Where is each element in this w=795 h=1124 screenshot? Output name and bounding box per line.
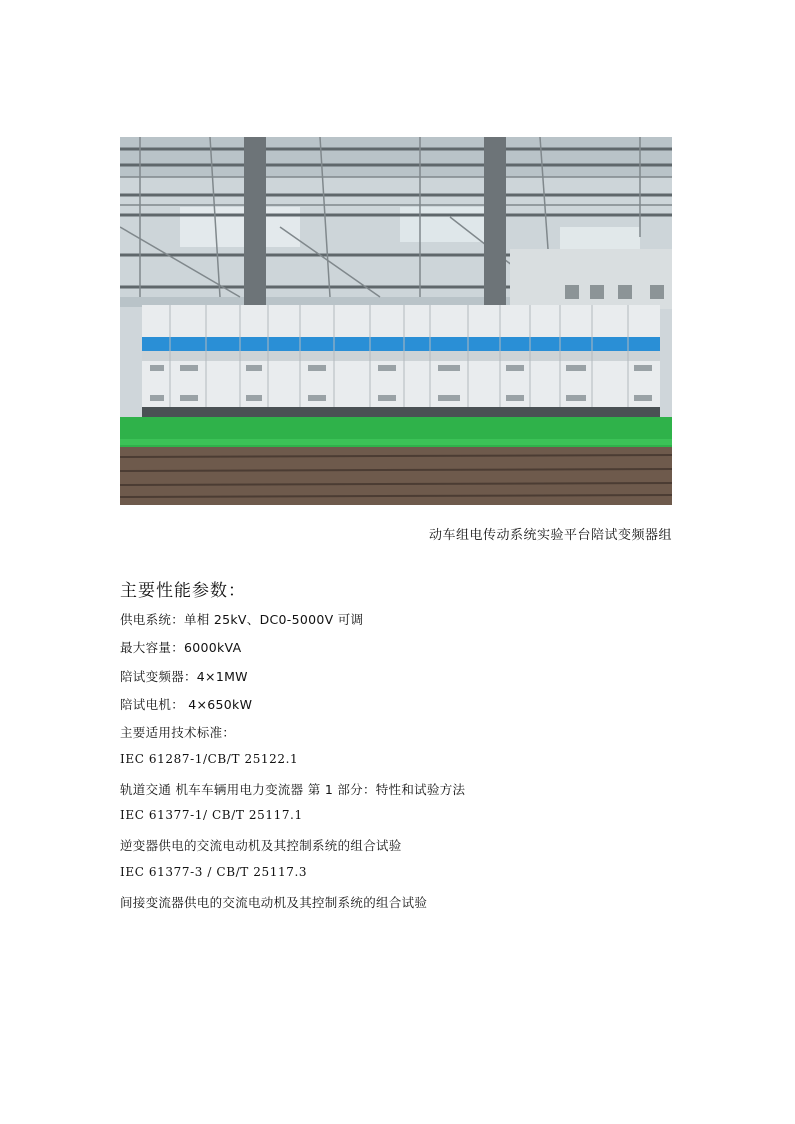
param-test-inverter: 陪试变频器：4×1MW [120,669,248,684]
standard-code-1: IEC 61287-1/CB/T 25122.1 [120,752,299,766]
section-heading: 主要性能参数： [120,581,246,601]
standard-code-3: IEC 61377-3 / CB/T 25117.3 [120,865,308,879]
standard-code-2: IEC 61377-1/ CB/T 25117.1 [120,808,303,822]
test-platform-image [120,137,672,505]
factory-photo [120,137,672,505]
standard-title-1: 轨道交通 机车车辆用电力变流器 第 1 部分：特性和试验方法 [120,782,466,797]
standard-title-3: 间接变流器供电的交流电动机及其控制系统的组合试验 [120,895,428,910]
standard-title-2: 逆变器供电的交流电动机及其控制系统的组合试验 [120,838,402,853]
standards-heading: 主要适用技术标准： [120,725,236,740]
param-power-supply: 供电系统：单相 25kV、DC0-5000V 可调 [120,612,364,627]
param-test-motor: 陪试电机： 4×650kW [120,697,253,712]
param-max-capacity: 最大容量：6000kVA [120,640,242,655]
figure-caption: 动车组电传动系统实验平台陪试变频器组 [428,528,672,543]
